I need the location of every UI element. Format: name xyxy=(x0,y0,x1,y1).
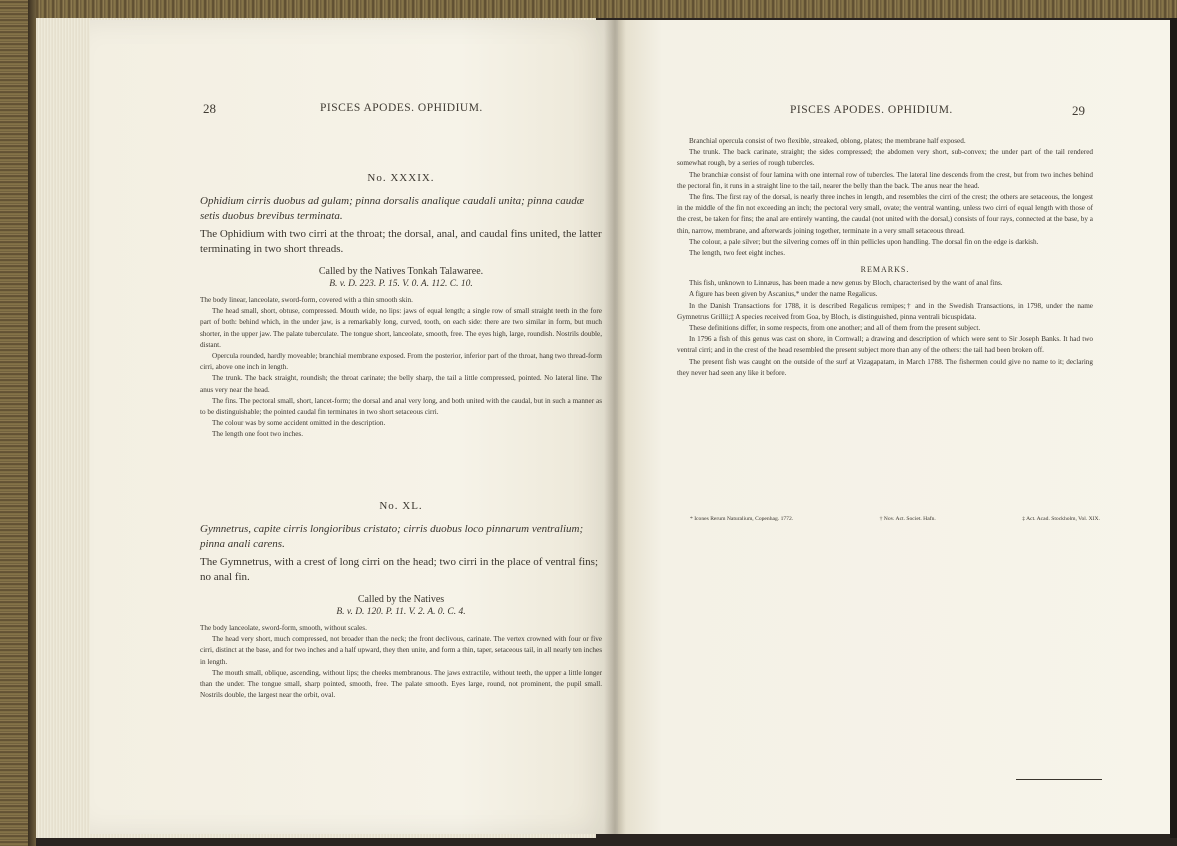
footnote: * Icones Rerum Naturalium, Copenhag. 1772. xyxy=(690,516,794,522)
section-39-latin: Ophidium cirris duobus ad gulam; pinna dorsalis analique caudali unita; pinna caudæ setis duobus brevibus terminata. xyxy=(200,195,585,222)
section-39 xyxy=(200,172,602,441)
remarks-heading: REMARKS. xyxy=(860,265,910,275)
right-paragraph: The length, two feet eight inches. xyxy=(689,249,786,258)
section-39-paragraph: The body linear, lanceolate, sword-form, covered with a thin smooth skin. xyxy=(200,296,413,304)
section-40-paragraph: The mouth small, oblique, ascending, without lips; the cheeks membranous. The jaws extractile, without teeth, the upper a little longer than the under. The tongue small, sharp pointed, smooth, free. The palate smooth. Eyes large, round, not prominent, the pupil small. Nostrils double, the largest near the orbit, oval. xyxy=(200,668,602,700)
footnote: ‡ Act. Acad. Stockholm, Vol. XIX. xyxy=(1022,516,1100,522)
section-39-paragraph: Opercula rounded, hardly moveable; branchial membrane exposed. From the posterior, inferior part of the throat, hang two thread-form cirri, above one inch in length. xyxy=(200,352,602,372)
section-39-paragraph: The head small, short, obtuse, compressed. Mouth wide, no lips: jaws of equal length; a single row of small straight teeth in the fore part of both: behind which, in the under jaw, is a remarkably long, curved, tooth, on each side: there are two similar in form, but much shorter, in the upper jaw. The palate tuberculate. The tongue short, lanceolate, smooth, free. The eyes high, large, roundish. Nostrils double, distant. xyxy=(200,307,602,349)
closing-rule xyxy=(1016,779,1102,780)
section-39-english: The Ophidium with two cirri at the throat; the dorsal, anal, and caudal fins united, the latter terminating in two short threads. xyxy=(200,228,602,255)
right-paragraph: The branchiæ consist of four lamina with one internal row of tubercles. The lateral line descends from the crest, but from two inches behind the pectoral fin, it runs in a straight line to the tail, nearer the belly than the back. The anus near the head. xyxy=(677,170,1093,190)
section-40-paragraph: The head very short, much compressed, not broader than the neck; the front declivous, carinate. The vertex crowned with four or five cirri, distinct at the base, and for two inches and a half upward, they then unite, and form a thin, taper, setaceous tail, in all nearly ten inches in length. xyxy=(200,635,602,666)
remarks-paragraph: These definitions differ, in some respects, from one another; and all of them from the present subject. xyxy=(689,324,981,333)
remarks-paragraph: In the Danish Transactions for 1788, it is described Regalicus remipes;† and in the Swedish Transactions, in 1798, under the name Gymnetrus Grillii;‡ A species received from Goa, by Bloch, is distinguished, pinna ventrali bicuspidata. xyxy=(677,301,1093,321)
footnotes xyxy=(690,515,1100,523)
right-paragraph: The fins. The first ray of the dorsal, is nearly three inches in length, and resembles the cirri of the crest; the others are setaceous, the longest in the middle of the fin not exceeding an inch; the pectoral very small, ovate; the ventral wanting, unless two cirri of equal length with those of the crest, be taken for fins; the anal are entirely wanting, the caudal (not united with the dorsal,) consists of four rays, connected at the base, by a thin, narrow, membrane, and afterwards joining together, terminate in a very small setaceous thread. xyxy=(677,193,1093,235)
section-40-latin: Gymnetrus, capite cirris longioribus cristato; cirris duobus loco pinnarum ventralium; pinna anali carens. xyxy=(200,523,584,550)
right-page-number: 29 xyxy=(1072,103,1085,118)
book-gutter xyxy=(604,20,626,834)
left-page-number: 28 xyxy=(203,101,216,116)
remarks-paragraph: This fish, unknown to Linnæus, has been made a new genus by Bloch, characterised by the want of anal fins. xyxy=(689,279,1003,288)
section-40-english: The Gymnetrus, with a crest of long cirri on the head; two cirri in the place of ventral fins; no anal fin. xyxy=(200,556,599,583)
section-39-paragraph: The length one foot two inches. xyxy=(212,430,304,439)
remarks-paragraph: The present fish was caught on the outside of the surf at Vizagapatam, in March 1788. The fishermen could give no name to it; declaring they never had seen any like it before. xyxy=(677,357,1093,377)
left-running-head: PISCES APODES. OPHIDIUM. xyxy=(320,102,483,114)
section-39-called: Called by the Natives Tonkah Talawaree. xyxy=(318,266,484,277)
footnote: † Nov. Act. Societ. Hafn. xyxy=(879,516,936,522)
section-40-number: No. XL. xyxy=(379,500,423,512)
right-paragraph: Branchial opercula consist of two flexible, streaked, oblong, plates; the membrane half exposed. xyxy=(689,137,966,145)
section-40-paragraph: The body lanceolate, sword-form, smooth, without scales. xyxy=(200,624,367,632)
section-39-number: No. XXXIX. xyxy=(367,172,435,184)
section-40-called: Called by the Natives xyxy=(357,594,445,605)
section-39-paragraph: The trunk. The back straight, roundish; the throat carinate; the belly sharp, the tail a little compressed, pointed. No lateral line. The anus very near the head. xyxy=(200,374,602,394)
book-top-edge xyxy=(0,0,1177,18)
book-right-edge xyxy=(1170,18,1177,838)
section-39-paragraph: The colour was by some accident omitted in the description. xyxy=(212,419,386,428)
right-paragraph: The colour, a pale silver; but the silvering comes off in thin pellicles upon handling. The dorsal fin on the edge is darkish. xyxy=(689,237,1039,246)
section-40-formula: B. v. D. 120. P. 11. V. 2. A. 0. C. 4. xyxy=(336,607,466,617)
section-39-paragraph: The fins. The pectoral small, short, lancet-form; the dorsal and anal very long, and both united with the caudal, but in such a manner as to be distinguishable; the pointed caudal fin terminates in two short setaceous cirri. xyxy=(200,396,602,417)
right-running-head: PISCES APODES. OPHIDIUM. xyxy=(790,104,953,116)
book-left-edge xyxy=(0,0,36,846)
section-39-formula: B. v. D. 223. P. 15. V. 0. A. 112. C. 10. xyxy=(329,279,473,289)
remarks-paragraph: In 1796 a fish of this genus was cast on shore, in Cornwall; a drawing and description of which were sent to Sir Joseph Banks. It had two ventral cirri; and in the crest of the head resembled the present subject more than any of the others: the tail had been broken off. xyxy=(677,335,1093,355)
right-paragraph: The trunk. The back carinate, straight; the sides compressed; the abdomen very short, sub-convex; the under part of the tail rendered somewhat rough, by a series of rough tubercles. xyxy=(677,148,1093,168)
right-page-body xyxy=(677,136,1093,379)
section-40 xyxy=(200,500,602,701)
remarks-paragraph: A figure has been given by Ascanius,* under the name Regalicus. xyxy=(689,290,878,299)
